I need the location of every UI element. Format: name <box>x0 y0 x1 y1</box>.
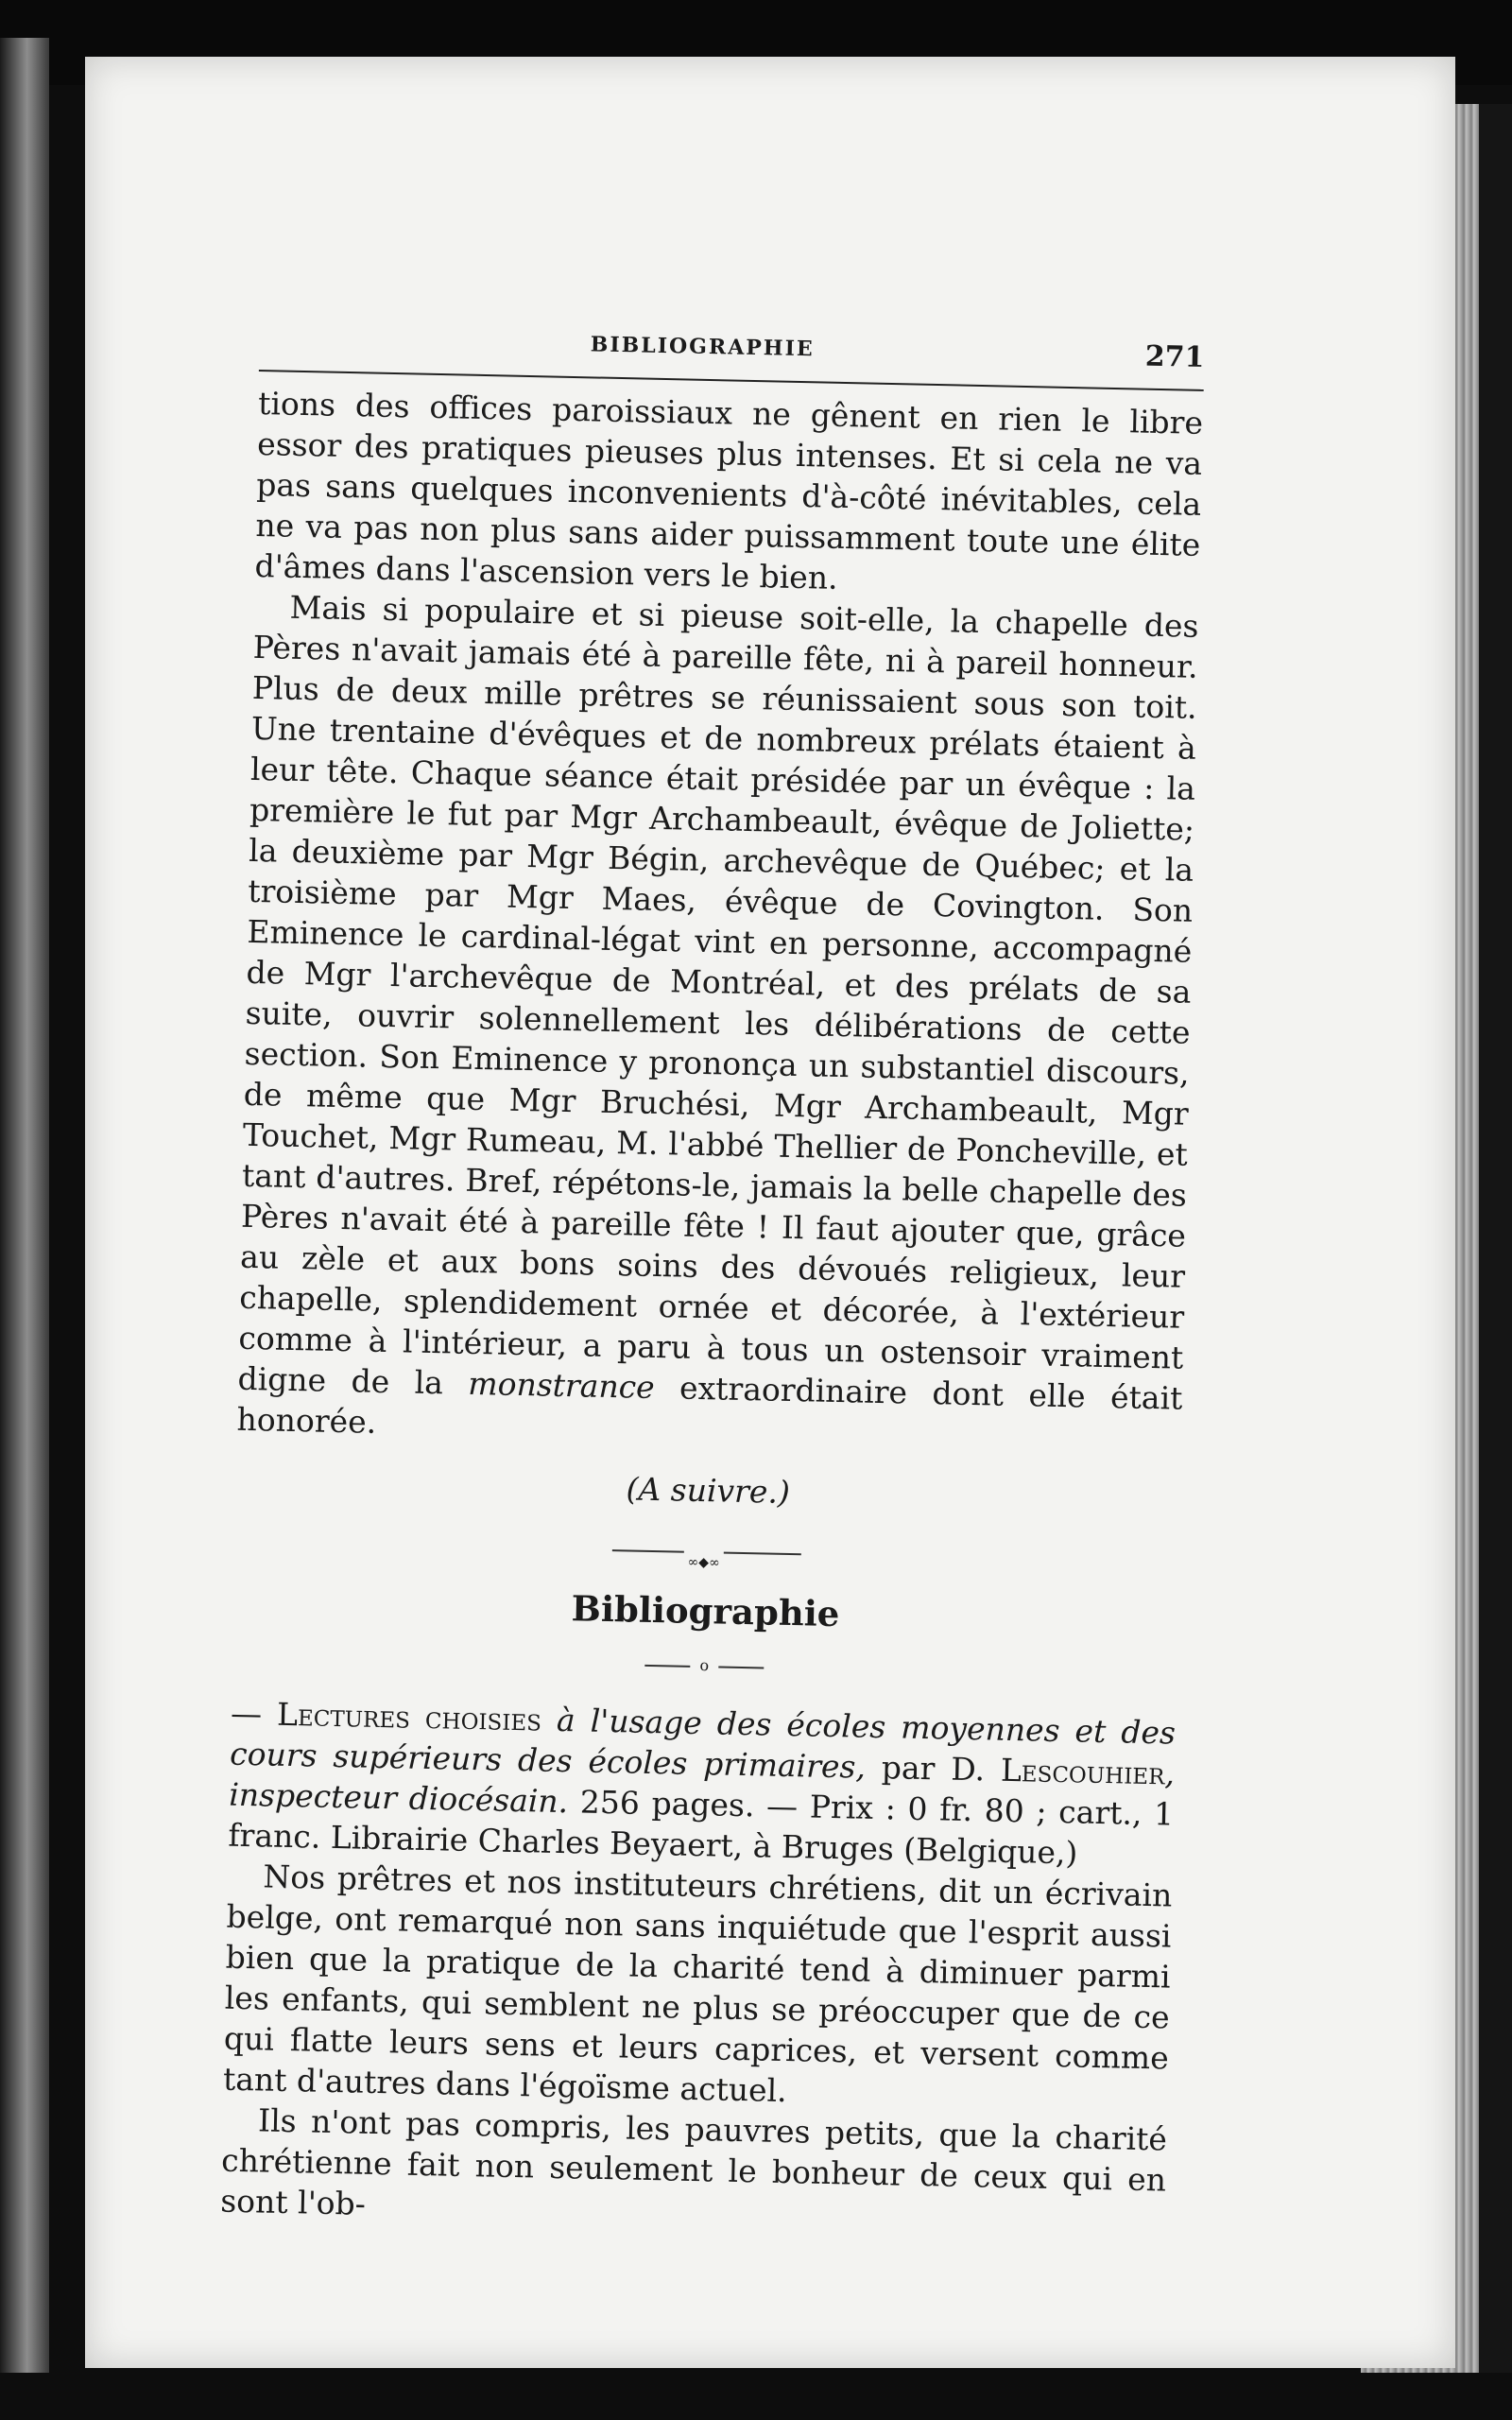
divider-dash-right <box>718 1666 764 1668</box>
book-author: Lescouhier <box>1000 1751 1165 1792</box>
running-head-title: BIBLIOGRAPHIE <box>590 332 815 362</box>
chapel-paragraph-text: Mais si populaire et si pieuse soit-elle, la chapelle des Pères n'avait jamais été à pareille fête, ni à pareil honneur. Plus de deux mille prêtres se réunissaient sous son toit. Une trentaine d'évêques et de nombreux prélats étaient à leur tête. Chaque séance était présidée par un évêque : la première le fut par Mgr Archambeault, évêque de Joliette; la deuxième par Mgr Bégin, archevêque de Québec; et la troisième par Mgr Maes, évêque de Covington. Son Eminence le cardinal-légat vint en personne, accompagné de Mgr l'archevêque de Montréal, et des prélats de sa suite, ouvrir solennellement les délibérations de cette section. Son Eminence y prononça un substantiel discours, de même que Mgr Bruchési, Mgr Archambeault, Mgr Touchet, Mgr Rumeau, M. l'abbé Thellier de Poncheville, et tant d'autres. Bref, répétons-le, jamais la belle chapelle des Pères n'avait été à pareille fête ! Il faut ajouter que, grâce au zèle et aux bons soins des dévoués religieux, leur chapelle, splendidement ornée et décorée, à l'extérieur comme à l'intérieur, a paru à tous un ostensoir vraiment digne de la <box>237 588 1199 1402</box>
continuation-paragraph: tions des offices paroissiaux ne gênent en rien le libre essor des pratiques pieuses plus intenses. Et si cela ne va pas sans quelques inconvenients d'à-côté inévitables, cela ne va pas non plus sans aider puissamment toute une élite d'âmes dans l'ascension vers le bien. <box>254 384 1204 596</box>
chapel-paragraph-end: extraordinaire dont elle était honorée. <box>236 1368 1183 1441</box>
to-be-continued: (A suivre.) <box>626 1470 791 1512</box>
book-title-italic: à l'usage des écoles moyennes et des cours supérieurs des écoles primaires, <box>229 1701 1177 1786</box>
page-number: 271 <box>1144 339 1205 374</box>
monstrance-word: monstrance <box>468 1364 656 1406</box>
review-paragraph-1: Nos prêtres et nos instituteurs chrétiens, dit un écrivain belge, ont remarqué non sans inquiétude que l'esprit aussi bien que la pratique de la charité tend à diminuer parmi les enfants, qui semblent ne plus se préoccuper que de ce qui flatte leurs sens et leurs caprices, et versent comme tant d'autres dans l'égoïsme actuel. <box>222 1858 1173 2110</box>
previous-page-edge <box>0 38 49 2373</box>
ornamental-divider <box>234 1520 1180 1581</box>
section-title: Bibliographie <box>571 1587 840 1635</box>
book-entry <box>228 1693 1176 1876</box>
divider-dash-left <box>644 1664 690 1667</box>
review-paragraph-2: Ils n'ont pas compris, les pauvres petits, que la charité chrétienne fait non seulement le bonheur de ceux qui en sont l'ob- <box>219 2101 1168 2222</box>
circle-divider <box>232 1635 1177 1696</box>
running-head <box>259 318 1205 378</box>
page-text-block <box>220 321 1205 2241</box>
book-details: 256 pages. — Prix : 0 fr. 80 ; cart., 1 franc. Librairie Charles Beyaert, à Bruges (Belgique,) <box>228 1783 1175 1872</box>
book-author-role: , inspecteur diocésain. <box>228 1754 1176 1821</box>
book-page <box>85 57 1455 2368</box>
chapel-paragraph <box>236 586 1199 1460</box>
entry-dash: — <box>230 1694 278 1733</box>
book-title-smallcaps: Lectures choisies <box>276 1695 542 1738</box>
book-by: par D. <box>865 1748 1002 1789</box>
ornament-rule <box>612 1549 801 1555</box>
divider-circle: o <box>699 1656 710 1675</box>
